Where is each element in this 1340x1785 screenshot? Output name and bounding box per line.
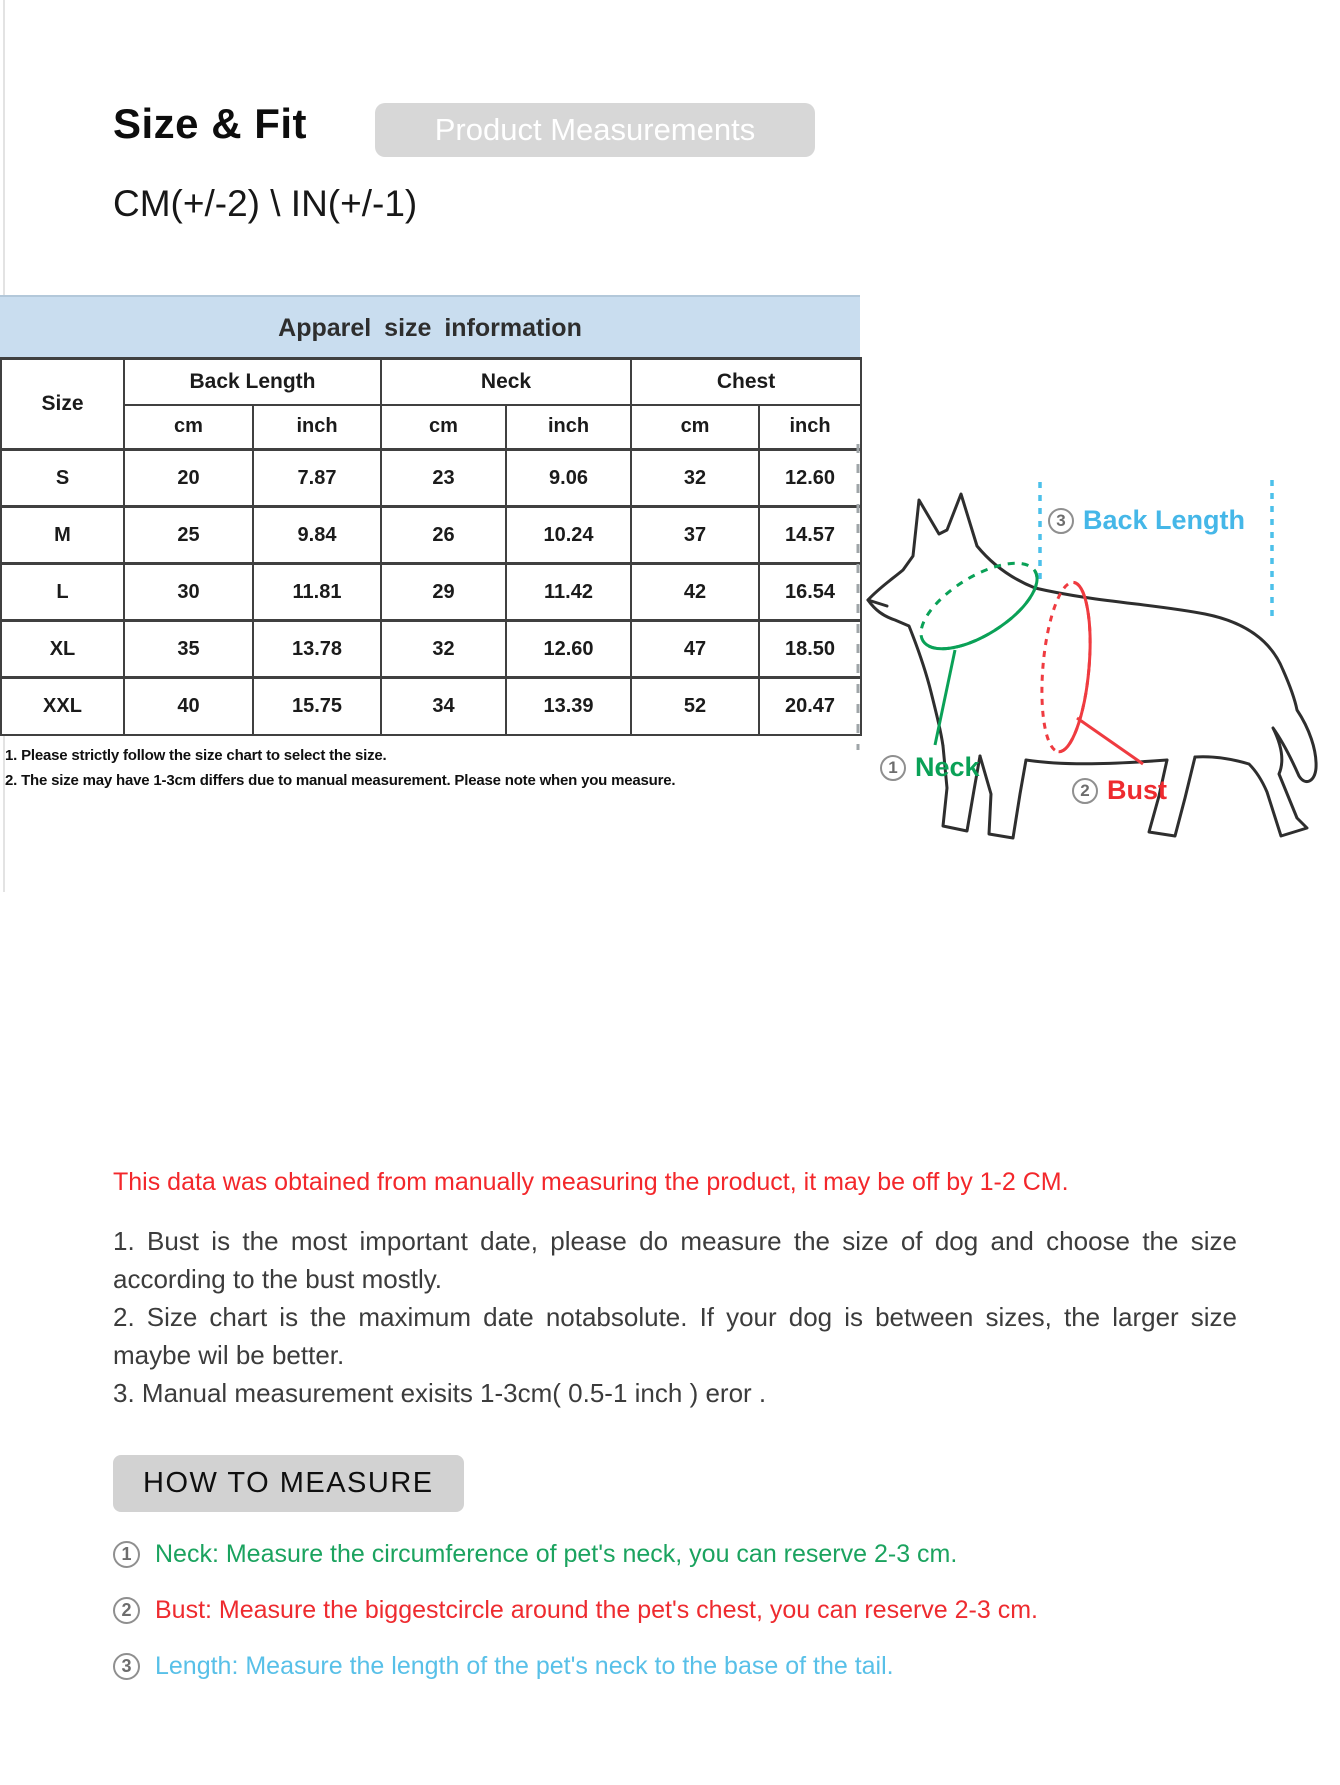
value-cell: 32 [381, 621, 506, 678]
value-cell: 25 [124, 507, 253, 564]
value-cell: 10.24 [506, 507, 631, 564]
dog-diagram-svg [855, 420, 1340, 890]
circled-3-icon: 3 [1048, 508, 1074, 534]
value-cell: 34 [381, 678, 506, 735]
info-paragraph-3: 3. Manual measurement exisits 1-3cm( 0.5-1 inch ) eror . [113, 1378, 767, 1408]
value-cell: 14.57 [759, 507, 861, 564]
table-note-2: 2. The size may have 1-3cm differs due to manual measurement. Please note when you measure. [5, 771, 676, 789]
neck-pointer-line [935, 650, 955, 745]
table-row [1, 507, 861, 564]
dog-measurement-diagram [855, 420, 1340, 890]
measure-step-neck [113, 1540, 1237, 1569]
size-cell: S [1, 450, 124, 507]
measure-step-text: Length: Measure the length of the pet's neck to the base of the tail. [155, 1652, 894, 1680]
neck-label: 1 Neck [880, 752, 980, 783]
circled-2-icon: 2 [1072, 778, 1098, 804]
value-cell: 13.39 [506, 678, 631, 735]
value-cell: 40 [124, 678, 253, 735]
value-cell: 37 [631, 507, 759, 564]
value-cell: 16.54 [759, 564, 861, 621]
table-row [1, 450, 861, 507]
value-cell: 52 [631, 678, 759, 735]
size-cell: L [1, 564, 124, 621]
tolerance-note: CM(+/-2) \ IN(+/-1) [113, 183, 418, 224]
circled-2-icon: 2 [113, 1597, 140, 1624]
size-cell: XXL [1, 678, 124, 735]
measure-steps [113, 1540, 1237, 1681]
measure-step-text: Bust: Measure the biggestcircle around the pet's chest, you can reserve 2-3 cm. [155, 1596, 1038, 1624]
bust-label: 2 Bust [1072, 775, 1167, 806]
value-cell: 20 [124, 450, 253, 507]
value-cell: 23 [381, 450, 506, 507]
value-cell: 9.84 [253, 507, 381, 564]
product-measurements-badge: Product Measurements [375, 103, 815, 157]
value-cell: 12.60 [759, 450, 861, 507]
measure-step-length [113, 1652, 1237, 1681]
table-row [1, 678, 861, 735]
col-group-chest: Chest [631, 359, 861, 405]
size-cell: XL [1, 621, 124, 678]
info-paragraph-2: 2. Size chart is the maximum date notabsolute. If your dog is between sizes, the larger size maybe wil be better. [113, 1302, 1237, 1370]
table-row [1, 564, 861, 621]
how-to-measure-heading: HOW TO MEASURE [113, 1455, 464, 1512]
unit-header: inch [253, 405, 381, 450]
unit-header: inch [506, 405, 631, 450]
value-cell: 47 [631, 621, 759, 678]
info-paragraph-1: 1. Bust is the most important date, please do measure the size of dog and choose the size according to the bust mostly. [113, 1226, 1237, 1294]
value-cell: 32 [631, 450, 759, 507]
circled-3-icon: 3 [113, 1653, 140, 1680]
bust-pointer-line [1077, 718, 1143, 764]
value-cell: 11.81 [253, 564, 381, 621]
measure-step-bust [113, 1596, 1237, 1625]
value-cell: 20.47 [759, 678, 861, 735]
col-group-back-length: Back Length [124, 359, 381, 405]
table-caption: Apparel size information [0, 295, 860, 357]
value-cell: 9.06 [506, 450, 631, 507]
table-notes [0, 743, 850, 793]
bust-measure-ellipse [1036, 580, 1097, 753]
size-cell: M [1, 507, 124, 564]
value-cell: 15.75 [253, 678, 381, 735]
size-table-section [0, 295, 860, 793]
value-cell: 12.60 [506, 621, 631, 678]
circled-1-icon: 1 [880, 755, 906, 781]
neck-measure-ellipse [908, 546, 1051, 665]
unit-header: cm [381, 405, 506, 450]
value-cell: 11.42 [506, 564, 631, 621]
table-row [1, 621, 861, 678]
back-length-label: 3 Back Length [1048, 505, 1245, 536]
value-cell: 30 [124, 564, 253, 621]
value-cell: 26 [381, 507, 506, 564]
page-title: Size & Fit [113, 100, 308, 147]
unit-header: cm [631, 405, 759, 450]
manual-measure-warning: This data was obtained from manually measuring the product, it may be off by 1-2 CM. [113, 1168, 1069, 1196]
table-note-1: 1. Please strictly follow the size chart to select the size. [5, 746, 387, 764]
value-cell: 13.78 [253, 621, 381, 678]
col-header-size: Size [1, 359, 124, 450]
unit-header: cm [124, 405, 253, 450]
size-table [0, 357, 862, 736]
unit-header: inch [759, 405, 861, 450]
value-cell: 42 [631, 564, 759, 621]
measure-step-text: Neck: Measure the circumference of pet's neck, you can reserve 2-3 cm. [155, 1540, 958, 1568]
value-cell: 18.50 [759, 621, 861, 678]
circled-1-icon: 1 [113, 1541, 140, 1568]
col-group-neck: Neck [381, 359, 631, 405]
measurement-info-section [113, 1168, 1237, 1708]
value-cell: 35 [124, 621, 253, 678]
value-cell: 29 [381, 564, 506, 621]
value-cell: 7.87 [253, 450, 381, 507]
